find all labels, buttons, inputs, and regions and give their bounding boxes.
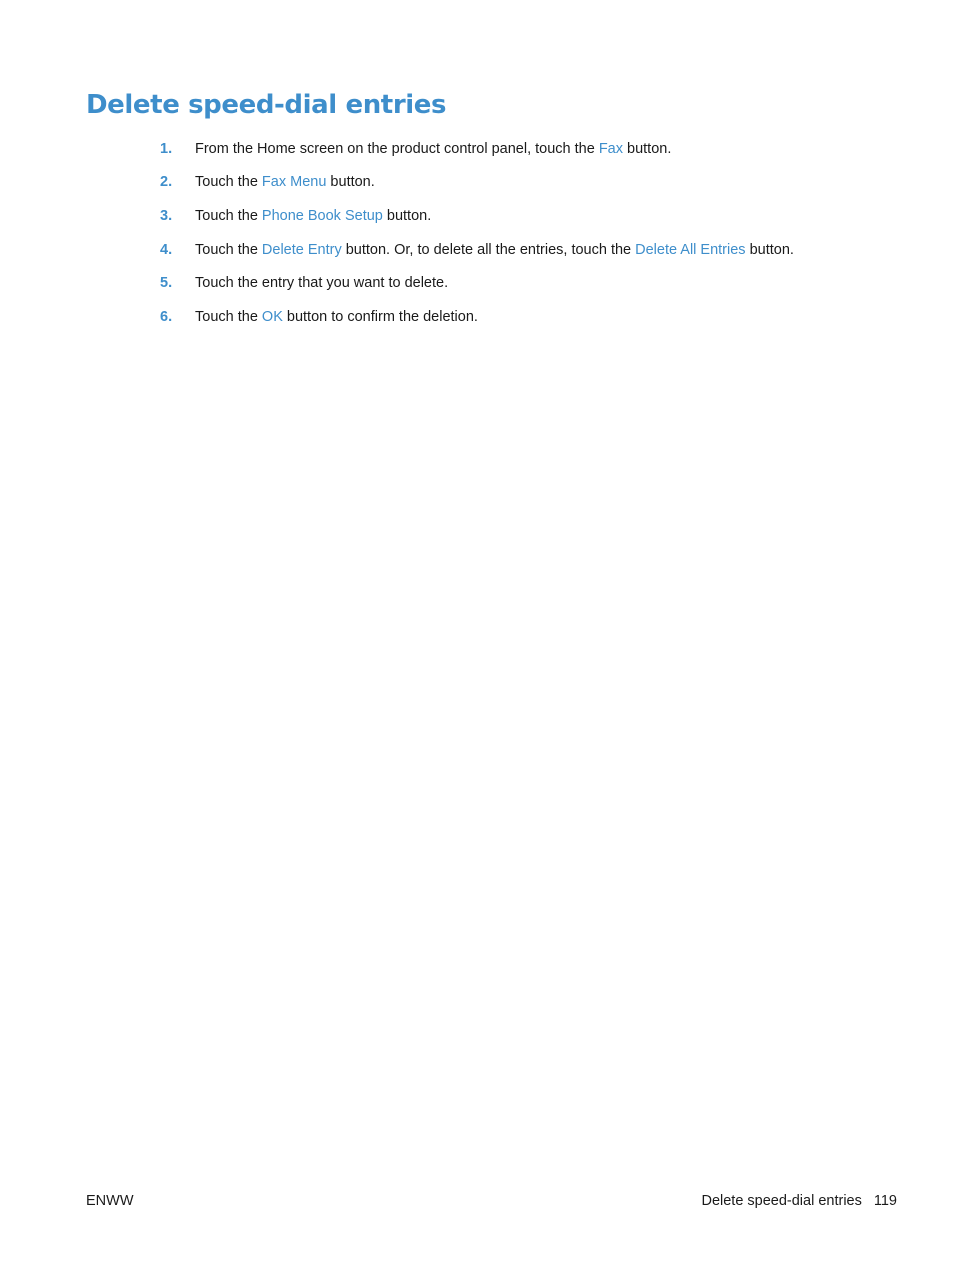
ui-label-delete-all-entries: Delete All Entries [635, 242, 746, 258]
footer-section [701, 1193, 897, 1209]
step-number: 1. [160, 141, 173, 157]
step-text [195, 308, 478, 326]
footer-section-title: Delete speed-dial entries [701, 1193, 862, 1209]
step-text-part: button to confirm the deletion. [282, 309, 478, 325]
step-text-part: Touch the [195, 208, 262, 224]
ui-label-phone-book-setup: Phone Book Setup [261, 208, 383, 224]
step-text-part: button. [745, 242, 794, 258]
step-text-part: button. Or, to delete all the entries, touch the [341, 242, 636, 258]
step-text-part: From the Home screen on the product control panel, touch the [195, 141, 599, 157]
step-number: 6. [160, 309, 173, 325]
step-text [195, 274, 448, 292]
step-text-part: button. [326, 174, 375, 190]
step-text-part: Touch the entry that you want to delete. [195, 275, 449, 291]
step-text-part: Touch the [195, 174, 262, 190]
step-number: 4. [160, 242, 173, 258]
step-text [195, 140, 671, 158]
step-number: 3. [160, 208, 173, 224]
step-number: 5. [160, 275, 173, 291]
ui-label-fax-menu: Fax Menu [261, 174, 327, 190]
page-number: 119 [873, 1193, 897, 1209]
step-number: 2. [160, 174, 173, 190]
ui-label-fax: Fax [598, 141, 623, 157]
page-title: Delete speed-dial entries [86, 90, 447, 120]
step-text [195, 207, 431, 225]
step-text [195, 241, 794, 259]
step-text-part: button. [382, 208, 432, 224]
footer-locale: ENWW [86, 1193, 134, 1209]
step-text-part: Touch the [195, 309, 262, 325]
step-text-part: button. [622, 141, 672, 157]
ui-label-ok: OK [261, 309, 283, 325]
step-text-part: Touch the [195, 242, 262, 258]
step-text [195, 173, 375, 191]
ui-label-delete-entry: Delete Entry [261, 242, 342, 258]
